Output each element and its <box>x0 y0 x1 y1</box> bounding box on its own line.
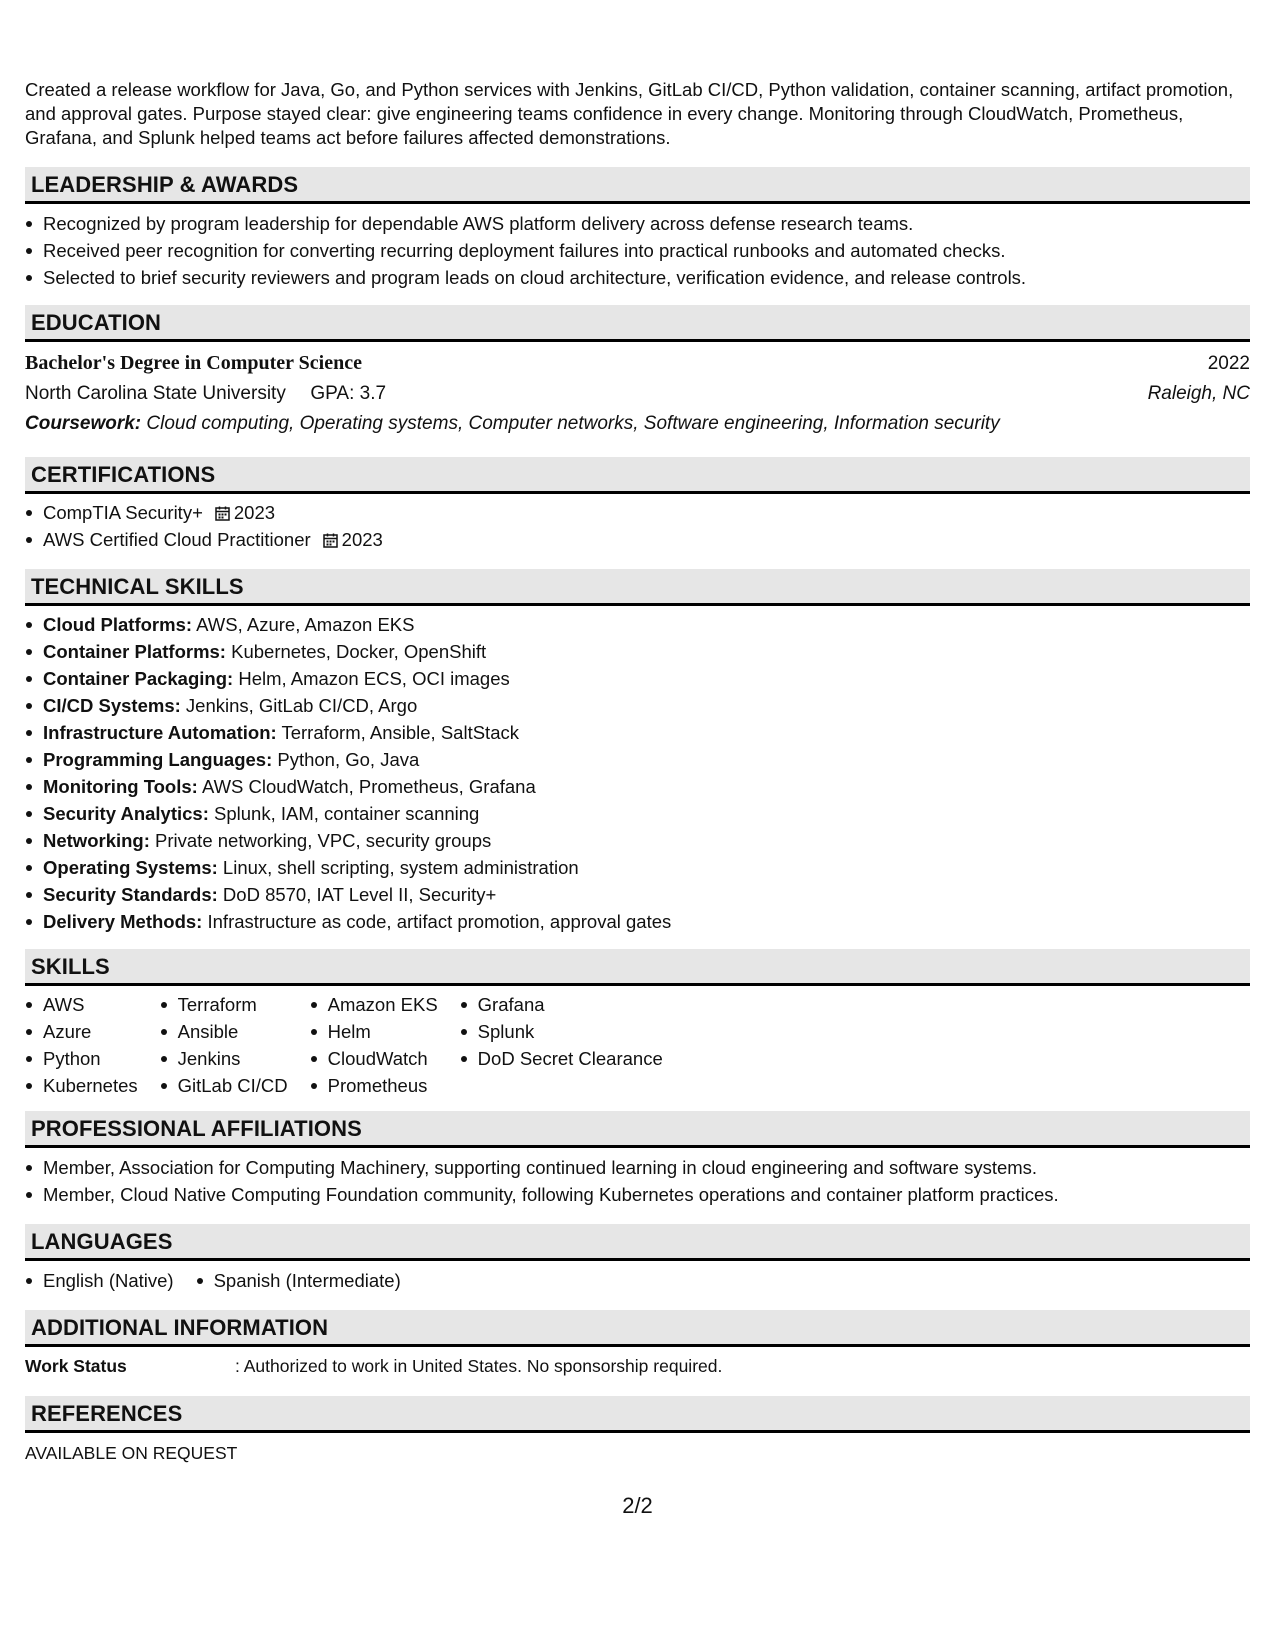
list-item: Selected to brief security reviewers and program leads on cloud architecture, verification evidence, and release controls. <box>25 264 1250 291</box>
skill-category: CI/CD Systems: <box>43 695 181 716</box>
section-heading: REFERENCES <box>25 1396 1250 1433</box>
technical-skill-item <box>25 638 1250 665</box>
list-item: Recognized by program leadership for dependable AWS platform delivery across defense research teams. <box>25 210 1250 237</box>
technical-skill-item <box>25 854 1250 881</box>
technical-skill-item <box>25 827 1250 854</box>
education-degree-row <box>25 348 1250 379</box>
section-heading: CERTIFICATIONS <box>25 457 1250 494</box>
list-item: Member, Cloud Native Computing Foundation community, following Kubernetes operations and container platform practices. <box>25 1181 1250 1208</box>
skill-values: Python, Go, Java <box>277 749 420 770</box>
skill-item: Grafana <box>460 991 663 1018</box>
skill-values: Kubernetes, Docker, OpenShift <box>231 641 487 662</box>
technical-skill-item <box>25 746 1250 773</box>
certification-item <box>25 526 1250 553</box>
technical-skill-item <box>25 800 1250 827</box>
additional-info-section <box>25 1310 1250 1379</box>
section-heading: ADDITIONAL INFORMATION <box>25 1310 1250 1347</box>
skill-category: Container Platforms: <box>43 641 226 662</box>
coursework-label: Coursework: <box>25 413 142 434</box>
gpa: GPA: 3.7 <box>310 383 387 404</box>
skill-values: AWS, Azure, Amazon EKS <box>196 614 415 635</box>
section-heading: LEADERSHIP & AWARDS <box>25 167 1250 204</box>
language-item: Spanish (Intermediate) <box>196 1267 401 1294</box>
calendar-icon <box>323 533 338 548</box>
skill-item: Splunk <box>460 1018 663 1045</box>
school-location: Raleigh, NC <box>1147 383 1250 404</box>
technical-skill-item <box>25 881 1250 908</box>
skill-category: Security Standards: <box>43 884 218 905</box>
education-section <box>25 305 1250 439</box>
certification-year: 2023 <box>233 502 276 523</box>
skill-item: Azure <box>25 1018 138 1045</box>
languages-list <box>25 1267 1250 1294</box>
graduation-year: 2022 <box>1207 353 1250 374</box>
skill-item: Kubernetes <box>25 1072 138 1099</box>
section-heading: EDUCATION <box>25 305 1250 342</box>
leadership-list <box>25 210 1250 291</box>
references-section <box>25 1396 1250 1466</box>
technical-skill-item <box>25 692 1250 719</box>
degree-title: Bachelor's Degree in Computer Science <box>25 352 362 374</box>
section-heading: SKILLS <box>25 949 1250 986</box>
skills-grid <box>25 991 1250 1099</box>
section-heading: LANGUAGES <box>25 1224 1250 1261</box>
certification-name: AWS Certified Cloud Practitioner <box>43 529 311 550</box>
certification-item <box>25 499 1250 526</box>
skill-item: Jenkins <box>160 1045 288 1072</box>
skill-values: Terraform, Ansible, SaltStack <box>281 722 519 743</box>
skill-values: Linux, shell scripting, system administration <box>222 857 579 878</box>
school-name: North Carolina State University <box>25 383 286 404</box>
skill-item: GitLab CI/CD <box>160 1072 288 1099</box>
section-heading: TECHNICAL SKILLS <box>25 569 1250 606</box>
work-status-label: Work Status <box>25 1356 127 1376</box>
skill-category: Delivery Methods: <box>43 911 203 932</box>
skills-section <box>25 949 1250 1099</box>
section-heading: PROFESSIONAL AFFILIATIONS <box>25 1111 1250 1148</box>
skill-category: Monitoring Tools: <box>43 776 198 797</box>
skill-category: Cloud Platforms: <box>43 614 193 635</box>
skills-column <box>310 991 438 1099</box>
technical-skills-section <box>25 569 1250 935</box>
affiliations-list <box>25 1154 1250 1208</box>
certifications-list <box>25 499 1250 553</box>
technical-skill-item <box>25 773 1250 800</box>
list-item: Received peer recognition for converting recurring deployment failures into practical runbooks and automated checks. <box>25 237 1250 264</box>
skill-values: Helm, Amazon ECS, OCI images <box>238 668 510 689</box>
skill-item: DoD Secret Clearance <box>460 1045 663 1072</box>
skill-item: Ansible <box>160 1018 288 1045</box>
skill-values: Infrastructure as code, artifact promotion, approval gates <box>207 911 672 932</box>
resume-page <box>25 0 1250 1466</box>
work-status-value: : Authorized to work in United States. No sponsorship required. <box>235 1356 723 1376</box>
skill-item: Python <box>25 1045 138 1072</box>
skill-values: AWS CloudWatch, Prometheus, Grafana <box>201 776 536 797</box>
skill-values: Private networking, VPC, security groups <box>155 830 492 851</box>
skill-item: Helm <box>310 1018 438 1045</box>
skill-category: Operating Systems: <box>43 857 218 878</box>
skills-column <box>460 991 663 1099</box>
technical-skill-item <box>25 908 1250 935</box>
skill-values: Jenkins, GitLab CI/CD, Argo <box>185 695 418 716</box>
leadership-section <box>25 167 1250 291</box>
affiliations-section <box>25 1111 1250 1208</box>
skill-values: DoD 8570, IAT Level II, Security+ <box>222 884 497 905</box>
coursework-list: Cloud computing, Operating systems, Computer networks, Software engineering, Information security <box>146 413 1000 434</box>
certification-year: 2023 <box>341 529 383 550</box>
technical-skill-item <box>25 611 1250 638</box>
technical-skill-item <box>25 719 1250 746</box>
technical-skill-item <box>25 665 1250 692</box>
work-status-row <box>25 1353 1250 1379</box>
education-school-row <box>25 379 1250 409</box>
skill-category: Container Packaging: <box>43 668 234 689</box>
experience-summary: Created a release workflow for Java, Go, and Python services with Jenkins, GitLab CI/CD, Python validation, container scanning, artifact promotion, and approval gates. Purpose stayed clear: give engineering teams confidence in every change. Monitoring through CloudWatch, Prometheus, Grafana, and Splunk helped teams act before failures affected demonstrations. <box>25 79 1234 148</box>
skill-category: Infrastructure Automation: <box>43 722 277 743</box>
list-item: Member, Association for Computing Machinery, supporting continued learning in cloud engineering and software systems. <box>25 1154 1250 1181</box>
skill-item: CloudWatch <box>310 1045 438 1072</box>
skill-category: Programming Languages: <box>43 749 273 770</box>
skill-values: Splunk, IAM, container scanning <box>214 803 480 824</box>
languages-section <box>25 1224 1250 1294</box>
skills-column <box>160 991 288 1099</box>
references-text: AVAILABLE ON REQUEST <box>25 1443 238 1463</box>
skill-item: Prometheus <box>310 1072 438 1099</box>
skill-item: Terraform <box>160 991 288 1018</box>
language-item: English (Native) <box>25 1267 174 1294</box>
calendar-icon <box>215 506 230 521</box>
skill-item: AWS <box>25 991 138 1018</box>
page-number: 2/2 <box>622 1493 653 1518</box>
coursework <box>25 409 1250 439</box>
certification-name: CompTIA Security+ <box>43 502 203 523</box>
skills-column <box>25 991 138 1099</box>
technical-skills-list <box>25 611 1250 935</box>
certifications-section <box>25 457 1250 553</box>
skill-category: Security Analytics: <box>43 803 209 824</box>
skill-category: Networking: <box>43 830 150 851</box>
skill-item: Amazon EKS <box>310 991 438 1018</box>
